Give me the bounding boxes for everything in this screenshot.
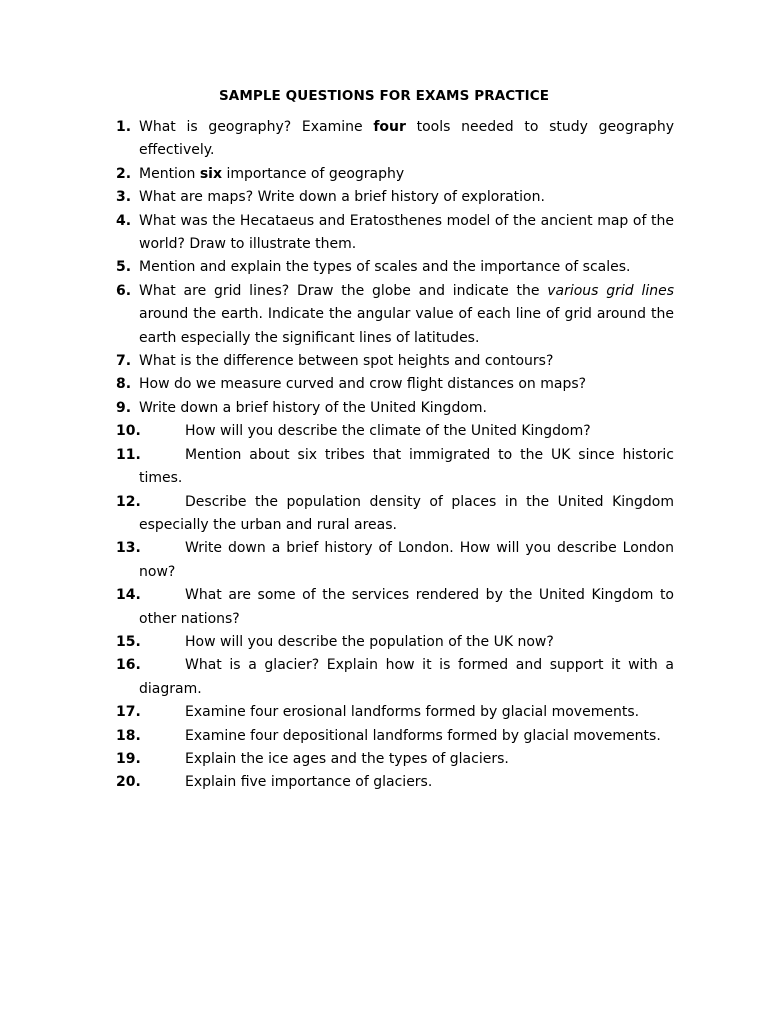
question-number: 5. [116,259,132,276]
emphasis-italic: various grid lines [547,282,675,299]
question-text: What is the difference between spot heights and contours? [139,353,554,370]
question-text: What are grid lines? Draw the globe and indicate the [139,282,548,299]
question-item [116,163,674,186]
question-item [116,584,674,631]
question-number: 19. [116,750,141,767]
question-text: Write down a brief history of the United Kingdom. [139,399,487,416]
question-item [116,210,674,257]
question-text: What are maps? Write down a brief history of exploration. [139,189,545,206]
question-item [116,350,674,373]
question-number: 4. [116,212,132,229]
question-text: Explain five importance of glaciers. [185,774,433,791]
question-number: 11. [116,446,141,463]
question-text: tools needed to study geography effectively. [139,119,674,159]
question-number: 7. [116,353,132,370]
question-list [116,116,674,795]
question-item [116,654,674,701]
question-text: What is geography? Examine [139,119,374,135]
question-text: How do we measure curved and crow flight distances on maps? [139,376,587,393]
question-item [116,771,674,794]
page-title: SAMPLE QUESTIONS FOR EXAMS PRACTICE [218,88,550,104]
question-item [116,373,674,396]
question-text: How will you describe the population of the UK now? [185,633,554,650]
emphasis-bold: four [373,119,406,135]
question-item [116,725,674,748]
question-text: around the earth. Indicate the angular value of each line of grid around the earth especially the significant lines of latitudes. [139,306,674,346]
question-number: 15. [116,633,141,650]
question-number: 6. [116,282,132,299]
question-text: importance of geography [222,165,405,182]
question-item [116,748,674,771]
question-text: Mention and explain the types of scales and the importance of scales. [139,259,631,276]
question-item [116,491,674,538]
question-number: 10. [116,423,141,440]
question-item [116,280,674,350]
question-text: What is a glacier? Explain how it is formed and support it with a diagram. [139,657,674,697]
question-text: Describe the population density of places in the United Kingdom especially the urban and rural areas. [139,493,674,533]
question-text: Examine four depositional landforms formed by glacial movements. [185,727,661,744]
question-item [116,420,674,443]
question-text: What are some of the services rendered by the United Kingdom to other nations? [139,587,674,627]
question-text: Explain the ice ages and the types of glaciers. [185,750,509,767]
question-item [116,256,674,279]
question-item [116,186,674,209]
question-number: 2. [116,165,132,182]
question-number: 8. [116,376,132,393]
question-item [116,397,674,420]
question-text: What was the Hecataeus and Eratosthenes model of the ancient map of the world? Draw to illustrate them. [139,212,674,253]
question-number: 12. [116,493,141,510]
question-number: 14. [116,587,141,604]
question-number: 3. [116,189,132,206]
question-text: Write down a brief history of London. How will you describe London now? [139,540,674,580]
question-text: How will you describe the climate of the United Kingdom? [185,423,591,440]
question-number: 16. [116,657,141,674]
question-item [116,537,674,584]
question-number: 17. [116,704,141,721]
emphasis-bold: six [199,165,223,182]
question-number: 1. [116,119,132,135]
question-item [116,701,674,724]
question-text: Examine four erosional landforms formed by glacial movements. [185,704,640,721]
question-number: 18. [116,727,141,744]
question-number: 9. [116,399,132,416]
question-text: Mention about six tribes that immigrated to the UK since historic times. [139,446,674,487]
question-item [116,116,674,163]
question-item [116,631,674,654]
question-item [116,444,674,491]
question-number: 13. [116,540,141,557]
question-number: 20. [116,774,141,791]
question-text: Mention [139,165,200,182]
